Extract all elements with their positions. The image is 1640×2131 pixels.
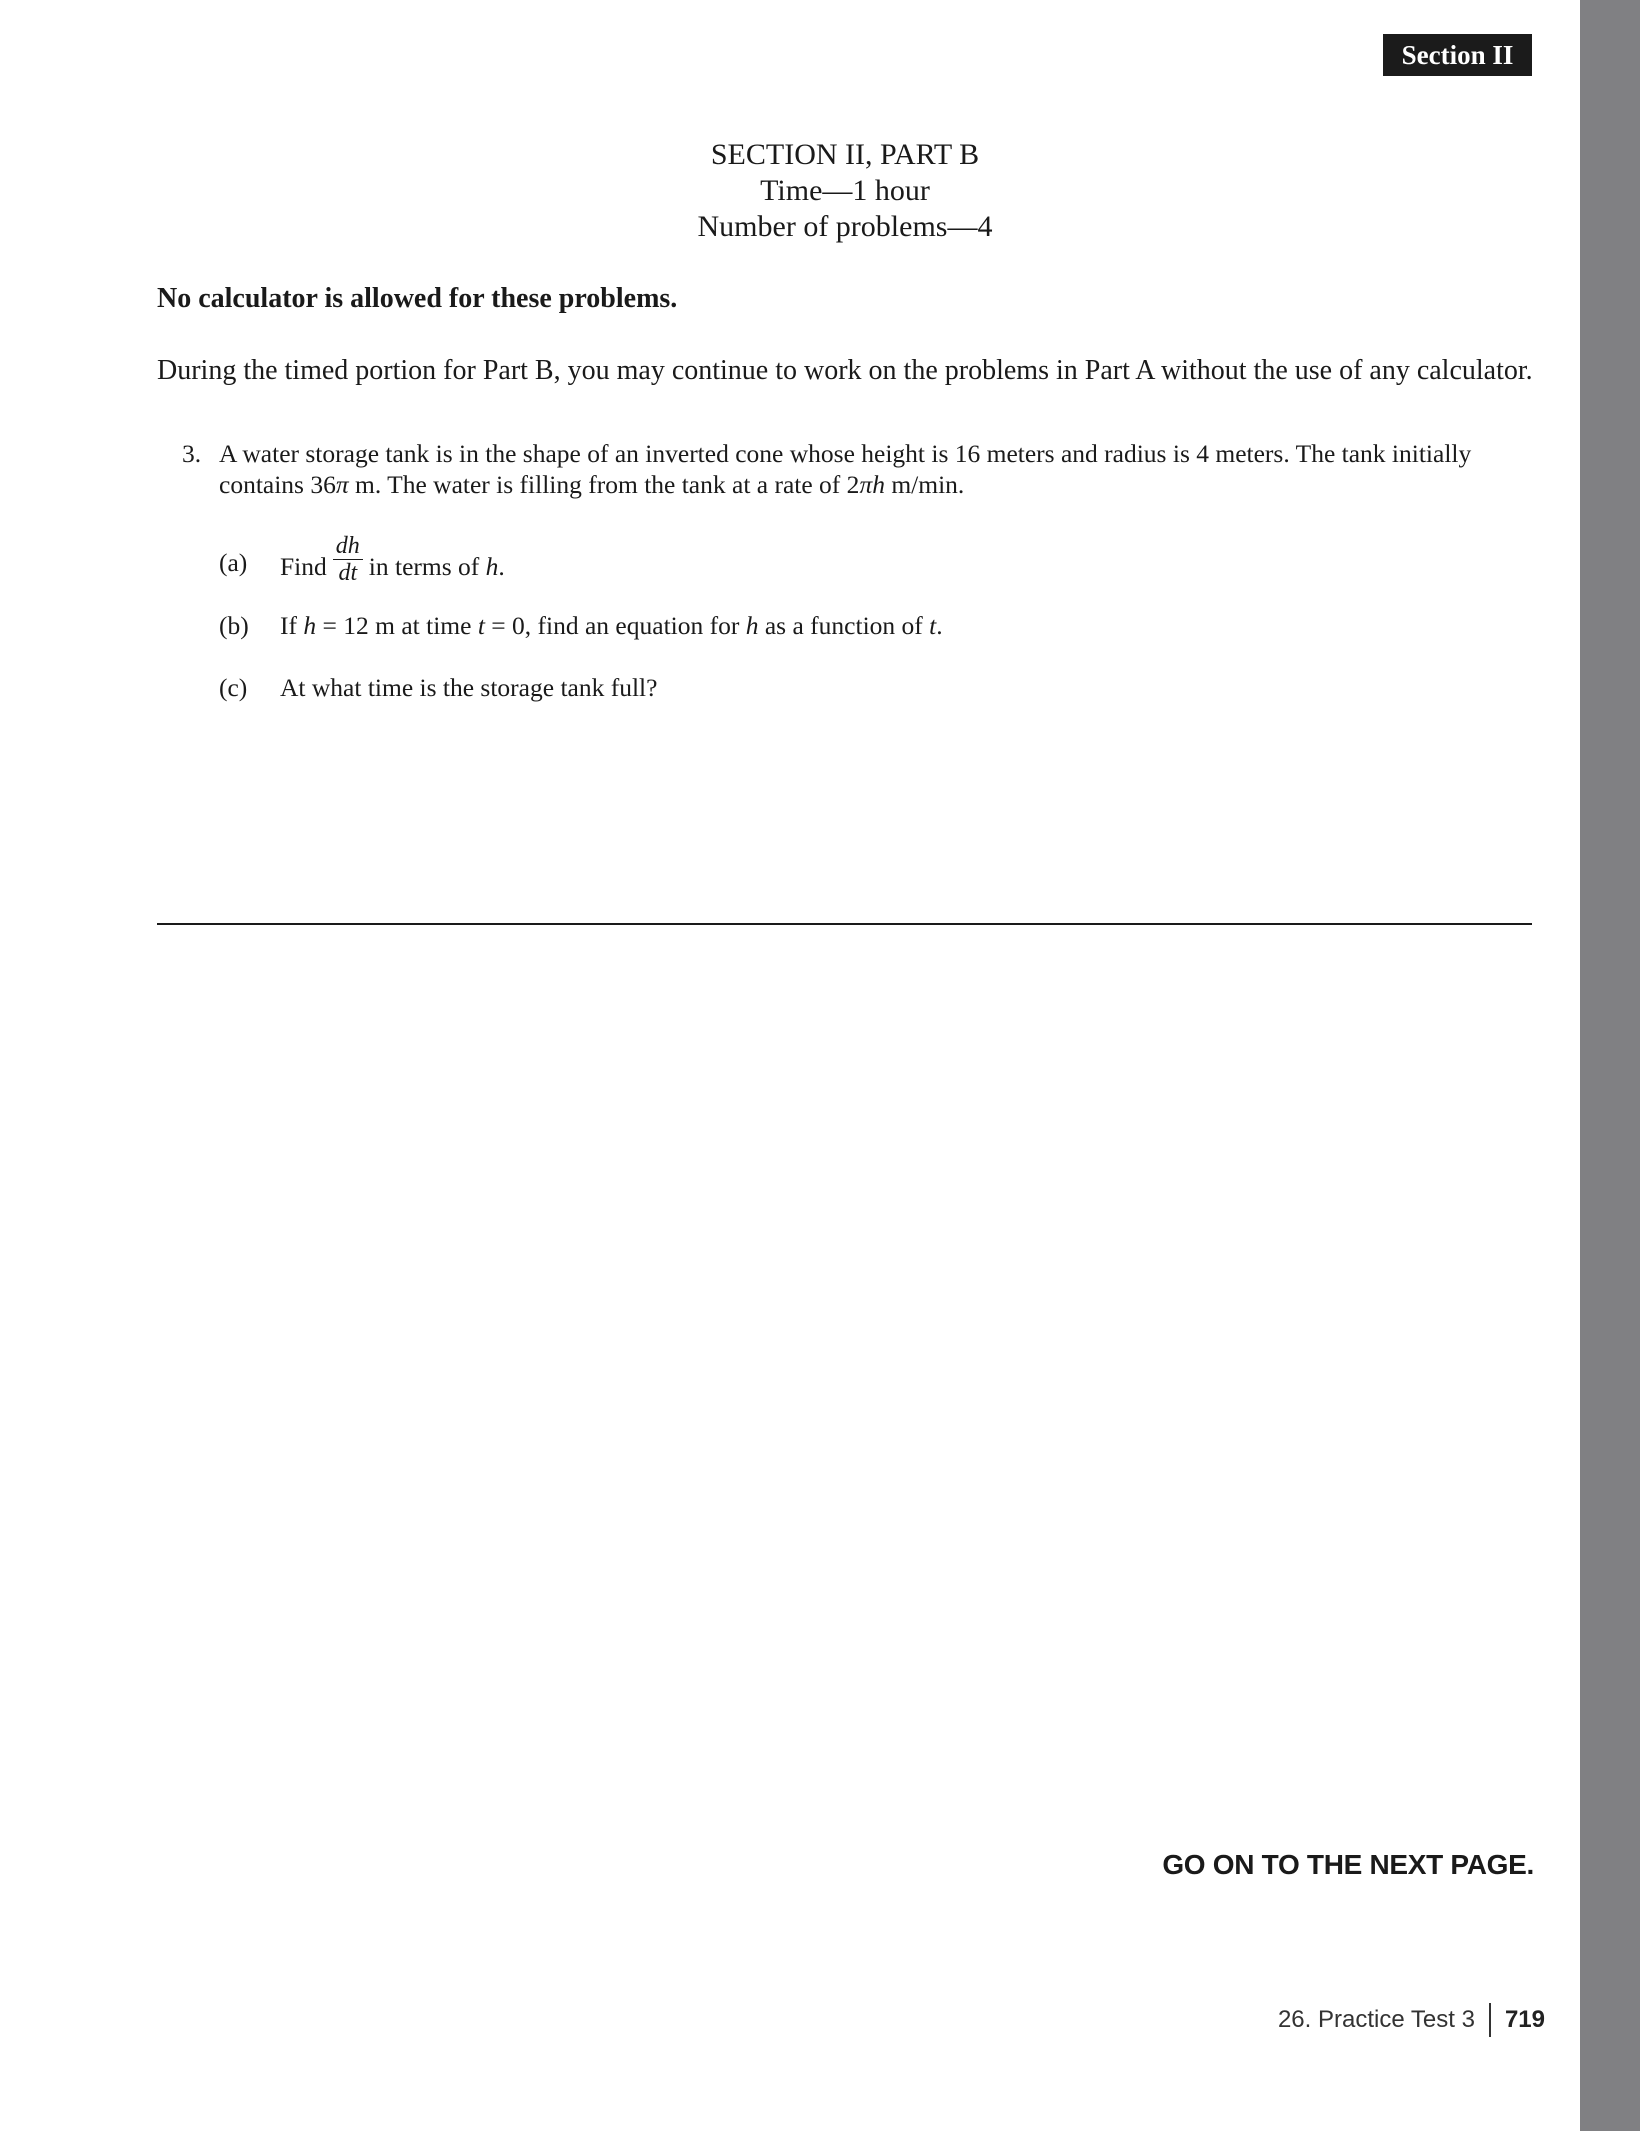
section-heading: [0, 137, 1640, 173]
no-calculator-notice: No calculator is allowed for these problems.: [157, 283, 678, 314]
part-b-text: [280, 611, 943, 641]
period: .: [936, 611, 943, 640]
part-a-rest: [369, 552, 505, 582]
variable-t: t: [477, 611, 485, 640]
fraction-numerator: dh: [333, 533, 363, 560]
part-b-label: (b): [219, 611, 249, 640]
problem-text-segment: m/min.: [884, 470, 965, 499]
section-tab: Section II: [1383, 34, 1532, 76]
problem-number: 3.: [182, 439, 202, 468]
heading-line-1: SECTION II, PART B: [710, 138, 980, 171]
problems-count-heading: [0, 209, 1640, 245]
part-b-segment: = 0, find an equation for: [484, 611, 746, 640]
variable-h: h: [485, 551, 499, 581]
problem-statement: [219, 438, 1539, 500]
page-footer: [1278, 2003, 1545, 2037]
side-edge-bar: [1580, 0, 1640, 2131]
go-on-notice: GO ON TO THE NEXT PAGE.: [1162, 1849, 1534, 1880]
variable-h: h: [303, 611, 317, 640]
pi-h-symbol: πh: [859, 470, 885, 499]
part-a-label: (a): [219, 548, 248, 577]
dh-dt-fraction: [333, 533, 363, 586]
variable-h: h: [745, 611, 759, 640]
time-heading: [0, 173, 1640, 209]
part-b-segment: as a function of: [758, 611, 930, 640]
problem-text-segment: contains 36: [219, 470, 336, 499]
page-number: 719: [1504, 2006, 1545, 2033]
pi-symbol: π: [335, 470, 349, 499]
part-c-label: (c): [219, 673, 248, 702]
problem-text-segment: m. The water is filling from the tank at a rate of 2: [348, 470, 860, 499]
part-b-segment: = 12 m at time: [316, 611, 478, 640]
problem-line-2: [219, 469, 1539, 500]
horizontal-divider: [157, 923, 1532, 925]
heading-line-3: Number of problems—4: [697, 210, 993, 243]
part-a-text: [280, 533, 505, 586]
find-word: Find: [280, 551, 327, 581]
part-a-rest-text: in terms of: [368, 551, 486, 581]
chapter-title: 26. Practice Test 3: [1277, 2006, 1475, 2033]
problem-line-1: A water storage tank is in the shape of an inverted cone whose height is 16 meters and radius is 4 meters. The tank initially: [219, 439, 1472, 468]
period: .: [498, 551, 505, 581]
timed-portion-instructions: During the timed portion for Part B, you may continue to work on the problems in Part A without the use of any calculator.: [157, 355, 1533, 386]
fraction-denominator: dt: [338, 560, 358, 586]
variable-t: t: [929, 611, 937, 640]
heading-line-2: Time—1 hour: [760, 174, 930, 207]
part-b-segment: If: [280, 611, 304, 640]
part-c-text: At what time is the storage tank full?: [280, 673, 658, 702]
